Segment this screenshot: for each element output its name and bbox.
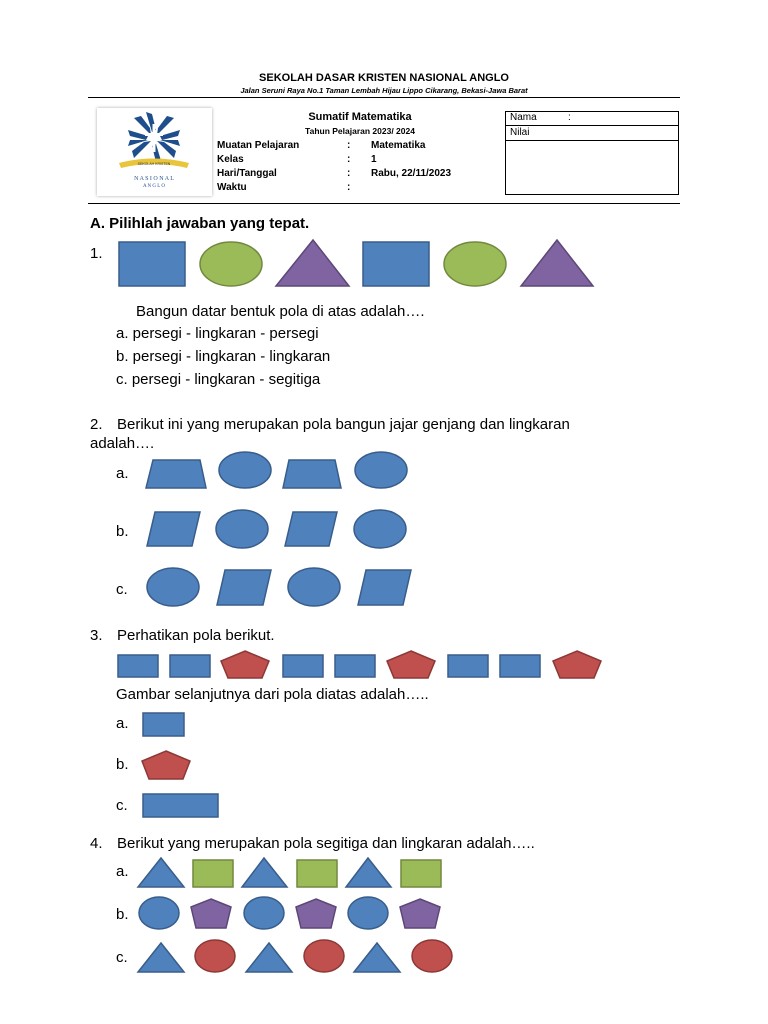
parallelogram-icon	[217, 570, 271, 605]
logo-text-top: SEKOLAH KRISTEN	[137, 162, 171, 166]
logo-text-mid: N A S I O N A L	[134, 176, 174, 182]
q2-option-b-pattern	[147, 510, 406, 548]
circle-icon	[288, 568, 340, 606]
q2-option-a-letter: a.	[116, 465, 129, 482]
info-label-date: Hari/Tanggal	[217, 168, 277, 179]
q3-followup: Gambar selanjutnya dari pola diatas adalah…..	[116, 686, 429, 703]
q1-option-a: a. persegi - lingkaran - persegi	[116, 325, 319, 342]
square-icon	[401, 860, 441, 887]
triangle-icon	[521, 240, 593, 286]
q3-option-c-wide-rectangle-icon	[143, 794, 218, 817]
pentagon-icon	[387, 651, 435, 678]
info-value-subject: Matematika	[371, 140, 426, 151]
q3-pattern	[118, 651, 601, 678]
name-colon: :	[568, 112, 571, 123]
triangle-icon	[242, 858, 287, 887]
q4-option-c-pattern	[138, 940, 452, 972]
rectangle-icon	[170, 655, 210, 677]
score-label: Nilai	[510, 127, 530, 138]
triangle-icon	[138, 858, 184, 887]
rectangle-icon	[118, 655, 158, 677]
pentagon-icon	[296, 899, 336, 928]
square-icon	[297, 860, 337, 887]
school-name: SEKOLAH DASAR KRISTEN NASIONAL ANGLO	[259, 72, 509, 84]
circle-icon	[139, 897, 179, 929]
q2-text-line1: Berikut ini yang merupakan pola bangun jajar genjang dan lingkaran	[117, 416, 570, 433]
exam-year: Tahun Pelajaran 2023/ 2024	[305, 126, 415, 136]
triangle-icon	[346, 858, 391, 887]
logo-text-bot: A N G L O	[142, 184, 166, 189]
q1-pattern	[119, 240, 593, 286]
info-value-date: Rabu, 22/11/2023	[371, 168, 452, 179]
parallelogram-icon	[358, 570, 411, 605]
name-label: Nama	[510, 112, 537, 123]
q2-number: 2.	[90, 416, 103, 433]
circle-icon	[244, 897, 284, 929]
info-label-subject: Muatan Pelajaran	[217, 140, 300, 151]
triangle-icon	[138, 943, 184, 972]
q4-option-c-letter: c.	[116, 949, 128, 966]
parallelogram-icon	[285, 512, 337, 546]
circle-icon	[412, 940, 452, 972]
q4-option-b-pattern	[139, 897, 440, 929]
circle-icon	[355, 452, 407, 488]
section-title: A. Pilihlah jawaban yang tepat.	[90, 215, 310, 232]
q2-text-line2: adalah….	[90, 435, 155, 452]
school-address: Jalan Seruni Raya No.1 Taman Lembah Hijau Lippo Cikarang, Bekasi-Jawa Barat	[240, 86, 528, 95]
square-icon	[363, 242, 429, 286]
q4-option-b-letter: b.	[116, 906, 129, 923]
pentagon-icon	[400, 899, 440, 928]
q1-option-b: b. persegi - lingkaran - lingkaran	[116, 348, 331, 365]
triangle-icon	[246, 943, 292, 972]
pentagon-icon	[553, 651, 601, 678]
q2-option-b-letter: b.	[116, 523, 129, 540]
circle-icon	[147, 568, 199, 606]
info-colon-subject: :	[347, 140, 351, 151]
rectangle-icon	[448, 655, 488, 677]
rectangle-icon	[500, 655, 540, 677]
q4-option-a-pattern	[138, 858, 441, 887]
q3-option-c-letter: c.	[116, 797, 128, 814]
q2-option-c-letter: c.	[116, 581, 128, 598]
circle-icon	[195, 940, 235, 972]
circle-icon	[200, 242, 262, 286]
q1-number: 1.	[90, 245, 103, 262]
circle-icon	[444, 242, 506, 286]
trapezoid-icon	[146, 460, 206, 488]
q4-option-a-letter: a.	[116, 863, 129, 880]
circle-icon	[216, 510, 268, 548]
q3-text: Perhatikan pola berikut.	[117, 627, 275, 644]
info-colon-date: :	[347, 168, 351, 179]
rectangle-icon	[335, 655, 375, 677]
exam-title: Sumatif Matematika	[308, 111, 412, 123]
q4-text: Berikut yang merupakan pola segitiga dan lingkaran adalah…..	[117, 835, 535, 852]
square-icon	[193, 860, 233, 887]
circle-icon	[304, 940, 344, 972]
pentagon-icon	[191, 899, 231, 928]
info-colon-time: :	[347, 182, 351, 193]
triangle-icon	[354, 943, 400, 972]
circle-icon	[354, 510, 406, 548]
circle-icon	[348, 897, 388, 929]
q2-option-a-pattern	[146, 452, 407, 488]
q3-option-b-pentagon-icon	[142, 751, 190, 779]
pentagon-icon	[221, 651, 269, 678]
q3-number: 3.	[90, 627, 103, 644]
triangle-icon	[276, 240, 349, 286]
q1-option-c: c. persegi - lingkaran - segitiga	[116, 371, 321, 388]
trapezoid-icon	[283, 460, 341, 488]
q3-option-a-rectangle-icon	[143, 713, 184, 736]
q4-number: 4.	[90, 835, 103, 852]
info-colon-class: :	[347, 154, 351, 165]
circle-icon	[219, 452, 271, 488]
q3-option-b-letter: b.	[116, 756, 129, 773]
info-value-class: 1	[371, 154, 377, 165]
square-icon	[119, 242, 185, 286]
q1-text: Bangun datar bentuk pola di atas adalah….	[136, 303, 425, 320]
parallelogram-icon	[147, 512, 200, 546]
q3-option-a-letter: a.	[116, 715, 129, 732]
rectangle-icon	[283, 655, 323, 677]
info-label-class: Kelas	[217, 154, 244, 165]
info-label-time: Waktu	[217, 182, 247, 193]
q2-option-c-pattern	[147, 568, 411, 606]
